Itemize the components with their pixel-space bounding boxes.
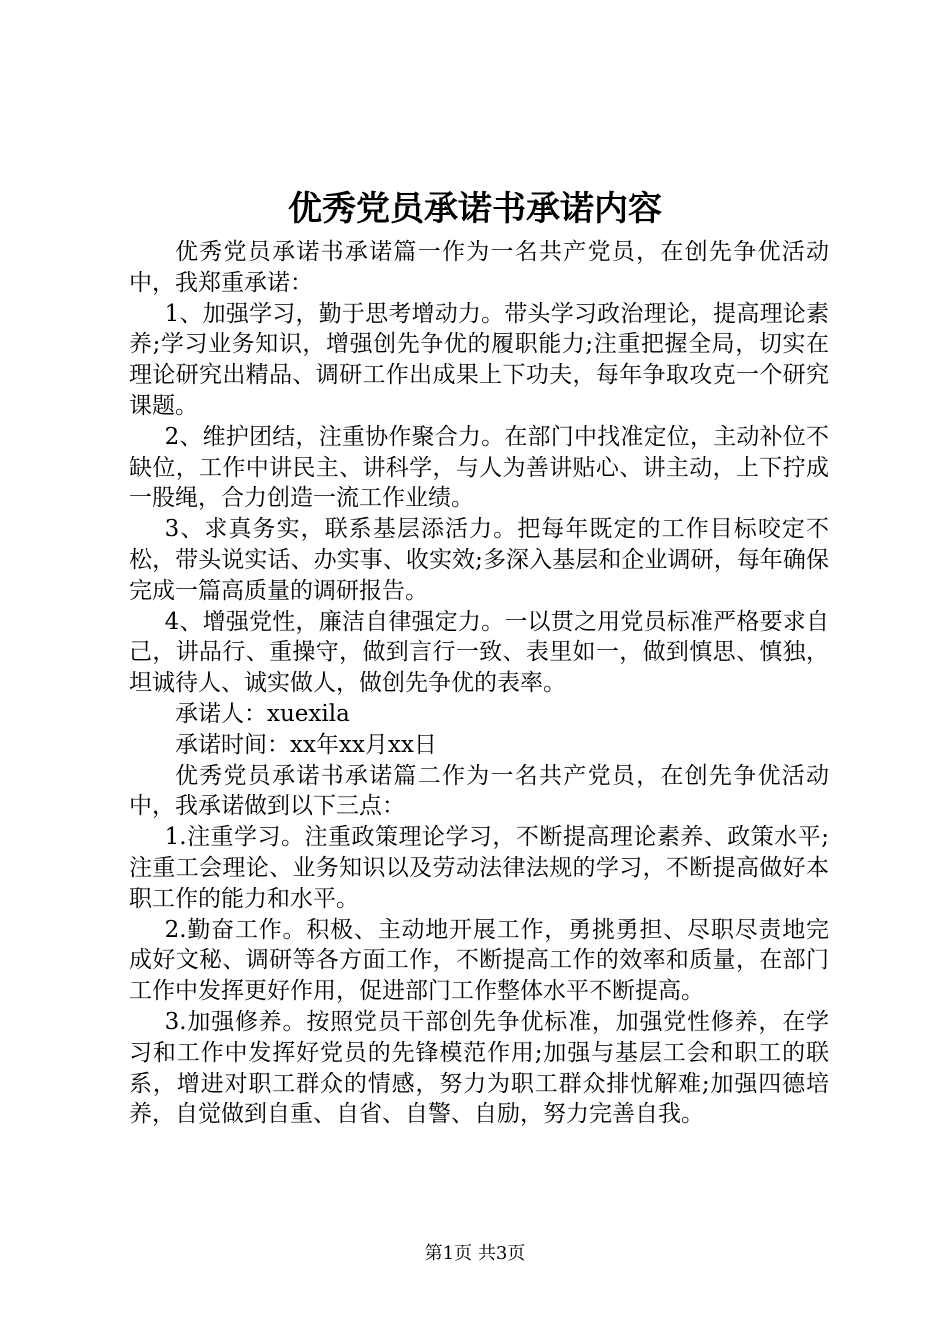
paragraph-point-3: 3.加强修养。按照党员干部创先争优标准，加强党性修养，在学习和工作中发挥好党员的先锋模范作用;加强与基层工会和职工的联系，增进对职工群众的情感，努力为职工群众排忧解难;加强四德培养，自觉做到自重、自省、自警、自励，努力完善自我。: [129, 1008, 829, 1128]
paragraph-date: 承诺时间：xx年xx月xx日: [175, 731, 437, 758]
paragraph-signer: 承诺人：xuexila: [175, 700, 350, 727]
paragraph-pledge-2: 2、维护团结，注重协作聚合力。在部门中找准定位，主动补位不缺位，工作中讲民主、讲科学，与人为善讲贴心、讲主动，上下拧成一股绳，合力创造一流工作业绩。: [129, 423, 829, 512]
page-number-footer: 第1页 共3页: [424, 1243, 526, 1264]
paragraph-pledge-1: 1、加强学习，勤于思考增动力。带头学习政治理论，提高理论素养;学习业务知识，增强创先争优的履职能力;注重把握全局，切实在理论研究出精品、调研工作出成果上下功夫，每年争取攻克一个研究课题。: [129, 300, 829, 419]
document-body: [129, 237, 829, 1130]
paragraph-point-1: 1.注重学习。注重政策理论学习，不断提高理论素养、政策水平;注重工会理论、业务知识以及劳动法律法规的学习，不断提高做好本职工作的能力和水平。: [129, 824, 829, 912]
paragraph-intro-2: 优秀党员承诺书承诺篇二作为一名共产党员，在创先争优活动中，我承诺做到以下三点：: [129, 762, 829, 820]
paragraph-pledge-4: 4、增强党性，廉洁自律强定力。一以贯之用党员标准严格要求自己，讲品行、重操守，做到言行一致、表里如一，做到慎思、慎独，坦诚待人、诚实做人，做创先争优的表率。: [129, 608, 829, 697]
paragraph-intro-1: 优秀党员承诺书承诺篇一作为一名共产党员，在创先争优活动中，我郑重承诺：: [129, 239, 829, 296]
paragraph-pledge-3: 3、求真务实，联系基层添活力。把每年既定的工作目标咬定不松，带头说实话、办实事、收实效;多深入基层和企业调研，每年确保完成一篇高质量的调研报告。: [129, 516, 829, 604]
paragraph-point-2: 2.勤奋工作。积极、主动地开展工作，勇挑勇担、尽职尽责地完成好文秘、调研等各方面工作，不断提高工作的效率和质量，在部门工作中发挥更好作用，促进部门工作整体水平不断提高。: [129, 916, 829, 1005]
document-title: 优秀党员承诺书承诺内容: [288, 189, 662, 229]
